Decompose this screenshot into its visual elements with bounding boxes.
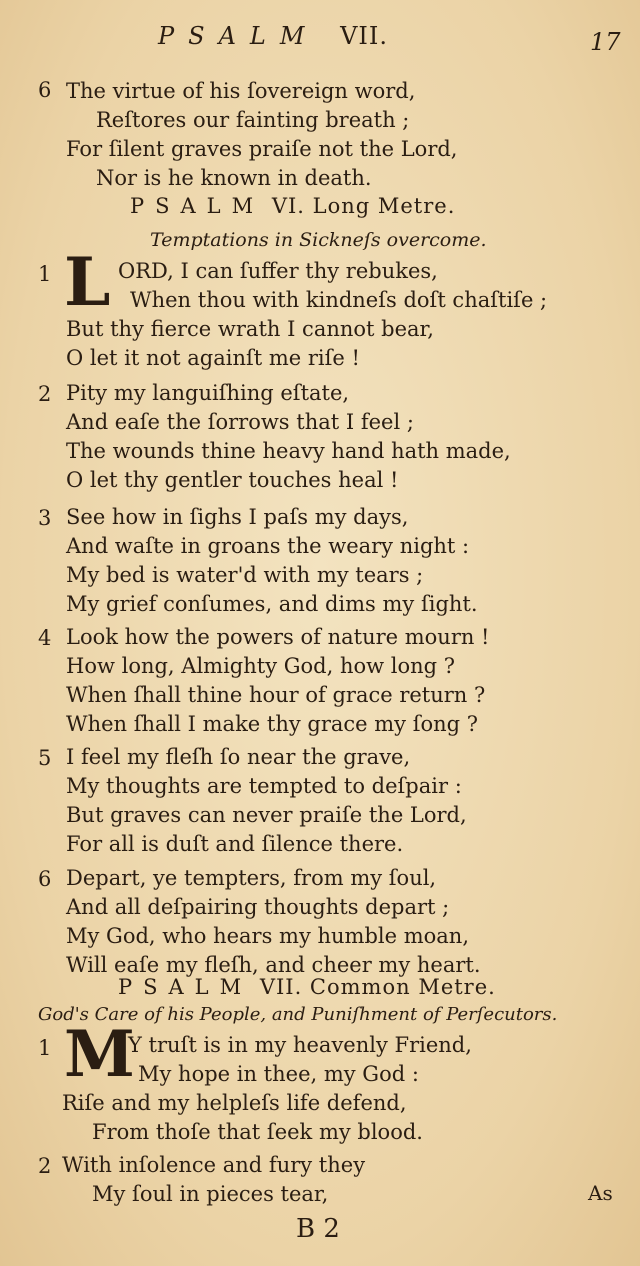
catchword: As bbox=[588, 1181, 613, 1205]
verse-number: 2 bbox=[38, 1154, 52, 1178]
verse-line: The wounds thine heavy hand hath made, bbox=[66, 439, 511, 463]
drop-cap: L bbox=[64, 243, 111, 321]
verse-line: Y truſt is in my heavenly Friend, bbox=[128, 1033, 472, 1057]
psalm-subtitle: God's Care of his People, and Puniſhment of Perſecutors. bbox=[38, 1004, 558, 1025]
verse-line: O let it not againſt me riſe ! bbox=[66, 346, 360, 370]
verse-line: Reſtores our fainting breath ; bbox=[96, 108, 410, 132]
verse-line: My grief conſumes, and dims my ſight. bbox=[66, 592, 478, 616]
verse-number: 1 bbox=[38, 1036, 52, 1060]
verse-line: O let thy gentler touches heal ! bbox=[66, 468, 399, 492]
psalm-title: PSALM VI. Long Metre. bbox=[130, 194, 456, 218]
verse-line: My ſoul in pieces tear, bbox=[92, 1182, 329, 1206]
verse-number: 6 bbox=[38, 867, 52, 891]
running-number: VII. bbox=[340, 22, 388, 50]
verse-line: See how in ſighs I paſs my days, bbox=[66, 505, 409, 529]
page-number: 17 bbox=[590, 28, 621, 56]
verse-number: 5 bbox=[38, 746, 52, 770]
verse-line: The virtue of his ſovereign word, bbox=[66, 79, 416, 103]
running-title: PSALM bbox=[158, 22, 319, 50]
verse-line: I feel my fleſh ſo near the grave, bbox=[66, 745, 411, 769]
verse-line: ORD, I can ſuffer thy rebukes, bbox=[118, 259, 438, 283]
verse-line: When thou with kindneſs doſt chaſtiſe ; bbox=[130, 288, 548, 312]
verse-line: With inſolence and fury they bbox=[62, 1153, 366, 1177]
verse-line: Pity my languiſhing eſtate, bbox=[66, 381, 350, 405]
verse-line: And waſte in groans the weary night : bbox=[66, 534, 470, 558]
verse-line: When ſhall thine hour of grace return ? bbox=[66, 683, 486, 707]
verse-line: For all is duſt and ſilence there. bbox=[66, 832, 404, 856]
verse-number: 3 bbox=[38, 506, 52, 530]
verse-line: Riſe and my helpleſs life defend, bbox=[62, 1091, 407, 1115]
verse-line: My thoughts are tempted to deſpair : bbox=[66, 774, 462, 798]
psalm-title: PSALM VII. Common Metre. bbox=[118, 975, 496, 999]
psalm-subtitle: Temptations in Sickneſs overcome. bbox=[150, 229, 487, 251]
verse-line: But thy fierce wrath I cannot bear, bbox=[66, 317, 434, 341]
verse-line: When ſhall I make thy grace my ſong ? bbox=[66, 712, 479, 736]
verse-number: 4 bbox=[38, 626, 52, 650]
verse-line: My hope in thee, my God : bbox=[138, 1062, 419, 1086]
verse-line: Look how the powers of nature mourn ! bbox=[66, 625, 490, 649]
verse-line: For ſilent graves praiſe not the Lord, bbox=[66, 137, 458, 161]
verse-line: My God, who hears my humble moan, bbox=[66, 924, 469, 948]
verse-line: From thoſe that ſeek my blood. bbox=[92, 1120, 423, 1144]
verse-line: Nor is he known in death. bbox=[96, 166, 372, 190]
verse-line: But graves can never praiſe the Lord, bbox=[66, 803, 467, 827]
verse-number: 6 bbox=[38, 78, 52, 102]
signature-mark: B 2 bbox=[296, 1214, 340, 1244]
verse-line: Depart, ye tempters, from my ſoul, bbox=[66, 866, 437, 890]
verse-line: My bed is water'd with my tears ; bbox=[66, 563, 424, 587]
verse-line: How long, Almighty God, how long ? bbox=[66, 654, 456, 678]
running-head bbox=[158, 22, 388, 50]
verse-line: And eaſe the ſorrows that I feel ; bbox=[66, 410, 414, 434]
verse-number: 1 bbox=[38, 262, 52, 286]
verse-line: Will eaſe my fleſh, and cheer my heart. bbox=[66, 953, 481, 977]
verse-line: And all deſpairing thoughts depart ; bbox=[66, 895, 450, 919]
verse-number: 2 bbox=[38, 382, 52, 406]
drop-cap: M bbox=[64, 1017, 135, 1092]
